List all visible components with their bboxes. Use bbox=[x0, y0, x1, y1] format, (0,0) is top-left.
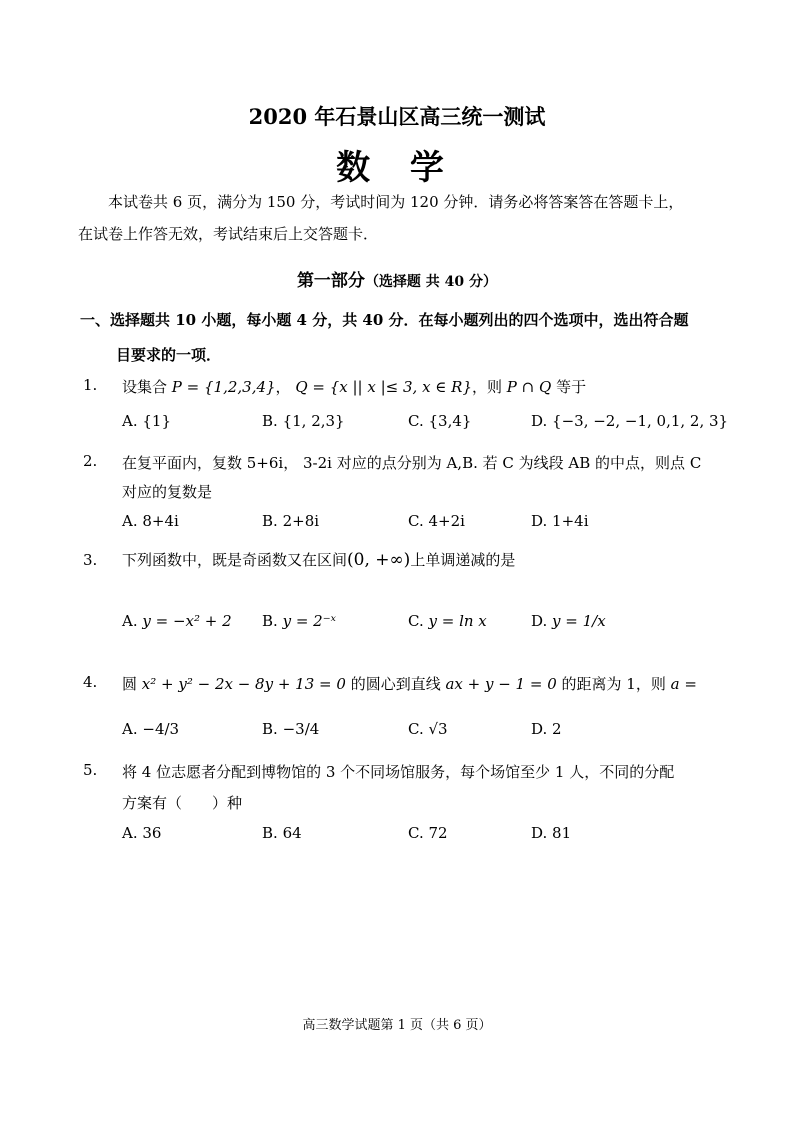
question-1-text-a: 设集合 bbox=[122, 378, 172, 396]
option-label: C. bbox=[408, 824, 424, 842]
option-label: D. bbox=[531, 412, 548, 430]
question-3-text-b: 上单调递减的是 bbox=[410, 551, 516, 569]
instructions-line-1: 本试卷共 6 页，满分为 150 分，考试时间为 120 分钟．请务必将答案答在答题卡上， bbox=[108, 193, 684, 211]
option-label: C. bbox=[408, 612, 424, 630]
question-4-circle-equation: x² + y² − 2x − 8y + 13 = 0 bbox=[141, 675, 346, 693]
question-2-option-c[interactable] bbox=[408, 512, 465, 530]
question-2-option-a[interactable] bbox=[122, 512, 179, 530]
question-5-line-2: 方案有（ ）种 bbox=[122, 794, 243, 812]
part-heading bbox=[0, 266, 794, 291]
option-value: y = −x² + 2 bbox=[142, 612, 232, 630]
option-label: D. bbox=[531, 824, 548, 842]
question-5-number: 5. bbox=[83, 761, 98, 779]
question-4-number: 4. bbox=[83, 673, 98, 691]
question-5-option-d[interactable] bbox=[531, 824, 571, 842]
option-value: 72 bbox=[428, 824, 448, 842]
question-3-stem bbox=[122, 549, 515, 570]
question-4-stem bbox=[122, 673, 697, 694]
option-label: D. bbox=[531, 612, 548, 630]
question-4-unknown: a = bbox=[670, 675, 697, 693]
option-label: B. bbox=[262, 824, 278, 842]
option-value: 2 bbox=[552, 720, 562, 738]
question-4-line-equation: ax + y − 1 = 0 bbox=[445, 675, 557, 693]
question-1-text-c: ，则 bbox=[472, 378, 507, 396]
option-label: B. bbox=[262, 512, 278, 530]
question-1-number: 1. bbox=[83, 376, 98, 394]
question-4-text-b: 的圆心到直线 bbox=[345, 675, 446, 693]
question-1-option-b[interactable] bbox=[262, 412, 345, 430]
question-5-option-c[interactable] bbox=[408, 824, 448, 842]
option-value: y = ln x bbox=[428, 612, 487, 630]
subject-title: 数 学 bbox=[336, 148, 458, 188]
question-2-line-2: 对应的复数是 bbox=[122, 483, 213, 501]
question-1-set-p: P = {1,2,3,4} bbox=[171, 378, 276, 396]
option-label: B. bbox=[262, 612, 278, 630]
question-4-option-b[interactable] bbox=[262, 720, 319, 738]
question-1-option-a[interactable] bbox=[122, 412, 171, 430]
option-label: B. bbox=[262, 412, 278, 430]
exam-instructions bbox=[78, 186, 718, 250]
option-value: 8+4i bbox=[142, 512, 179, 530]
question-3-interval: (0, +∞) bbox=[347, 550, 411, 570]
question-5-option-b[interactable] bbox=[262, 824, 302, 842]
option-value: {−3, −2, −1, 0,1, 2, 3} bbox=[552, 412, 729, 430]
question-1-option-d[interactable] bbox=[531, 412, 728, 430]
exam-title: 2020 年石景山区高三统一测试 bbox=[248, 104, 546, 129]
question-3-text-a: 下列函数中，既是奇函数又在区间 bbox=[122, 551, 348, 569]
question-4-option-c[interactable] bbox=[408, 720, 448, 738]
option-value: 81 bbox=[552, 824, 572, 842]
question-2-number: 2. bbox=[83, 452, 98, 470]
question-4-text-a: 圆 bbox=[122, 675, 142, 693]
option-value: 36 bbox=[142, 824, 162, 842]
question-1-option-c[interactable] bbox=[408, 412, 471, 430]
option-label: A. bbox=[122, 824, 138, 842]
option-value: −3/4 bbox=[282, 720, 320, 738]
section-heading bbox=[80, 303, 720, 373]
part-note: （选择题 共 40 分） bbox=[364, 274, 498, 290]
option-label: D. bbox=[531, 720, 548, 738]
question-4-option-d[interactable] bbox=[531, 720, 562, 738]
page-footer: 高三数学试题第 1 页（共 6 页） bbox=[302, 1018, 492, 1033]
option-label: B. bbox=[262, 720, 278, 738]
option-value: 4+2i bbox=[428, 512, 465, 530]
option-label: A. bbox=[122, 612, 138, 630]
option-value: {3,4} bbox=[428, 412, 472, 430]
question-1-set-q: Q = {x || x |≤ 3, x ∈ R} bbox=[295, 378, 473, 396]
question-3-number: 3. bbox=[83, 551, 98, 569]
question-1-text-b: ， bbox=[275, 378, 296, 396]
option-label: A. bbox=[122, 512, 138, 530]
question-1-intersection: P ∩ Q bbox=[506, 378, 552, 396]
option-value: y = 1/x bbox=[552, 612, 606, 630]
option-label: C. bbox=[408, 412, 424, 430]
option-label: C. bbox=[408, 720, 424, 738]
question-2-option-b[interactable] bbox=[262, 512, 319, 530]
option-value: {1, 2,3} bbox=[282, 412, 345, 430]
section-heading-line-1: 一、选择题共 10 小题，每小题 4 分，共 40 分．在每小题列出的四个选项中，选出符合题 bbox=[80, 311, 689, 329]
instructions-line-2: 在试卷上作答无效，考试结束后上交答题卡． bbox=[78, 225, 379, 243]
option-label: A. bbox=[122, 720, 138, 738]
option-value: √3 bbox=[428, 720, 448, 738]
question-2-option-d[interactable] bbox=[531, 512, 589, 530]
option-value: 1+4i bbox=[552, 512, 589, 530]
question-2-line-1: 在复平面内，复数 5+6i， 3-2i 对应的点分别为 A,B. 若 C 为线段 AB 的中点，则点 C bbox=[122, 454, 702, 472]
option-value: y = 2⁻ˣ bbox=[282, 612, 336, 630]
question-3-option-d[interactable] bbox=[531, 612, 606, 630]
option-label: D. bbox=[531, 512, 548, 530]
question-1-stem bbox=[122, 376, 586, 397]
option-value: 2+8i bbox=[282, 512, 320, 530]
question-5-option-a[interactable] bbox=[122, 824, 161, 842]
question-4-option-a[interactable] bbox=[122, 720, 179, 738]
question-3-option-b[interactable] bbox=[262, 612, 336, 630]
section-heading-line-2: 目要求的一项． bbox=[116, 346, 222, 364]
option-value: −4/3 bbox=[142, 720, 180, 738]
question-3-option-c[interactable] bbox=[408, 612, 487, 630]
question-4-text-c: 的距离为 1，则 bbox=[556, 675, 671, 693]
option-label: A. bbox=[122, 412, 138, 430]
question-5-line-1: 将 4 位志愿者分配到博物馆的 3 个不同场馆服务，每个场馆至少 1 人，不同的分配 bbox=[122, 763, 675, 781]
option-value: 64 bbox=[282, 824, 302, 842]
option-value: {1} bbox=[142, 412, 172, 430]
question-3-option-a[interactable] bbox=[122, 612, 232, 630]
part-title: 第一部分 bbox=[296, 271, 365, 291]
option-label: C. bbox=[408, 512, 424, 530]
question-1-text-d: 等于 bbox=[551, 378, 587, 396]
